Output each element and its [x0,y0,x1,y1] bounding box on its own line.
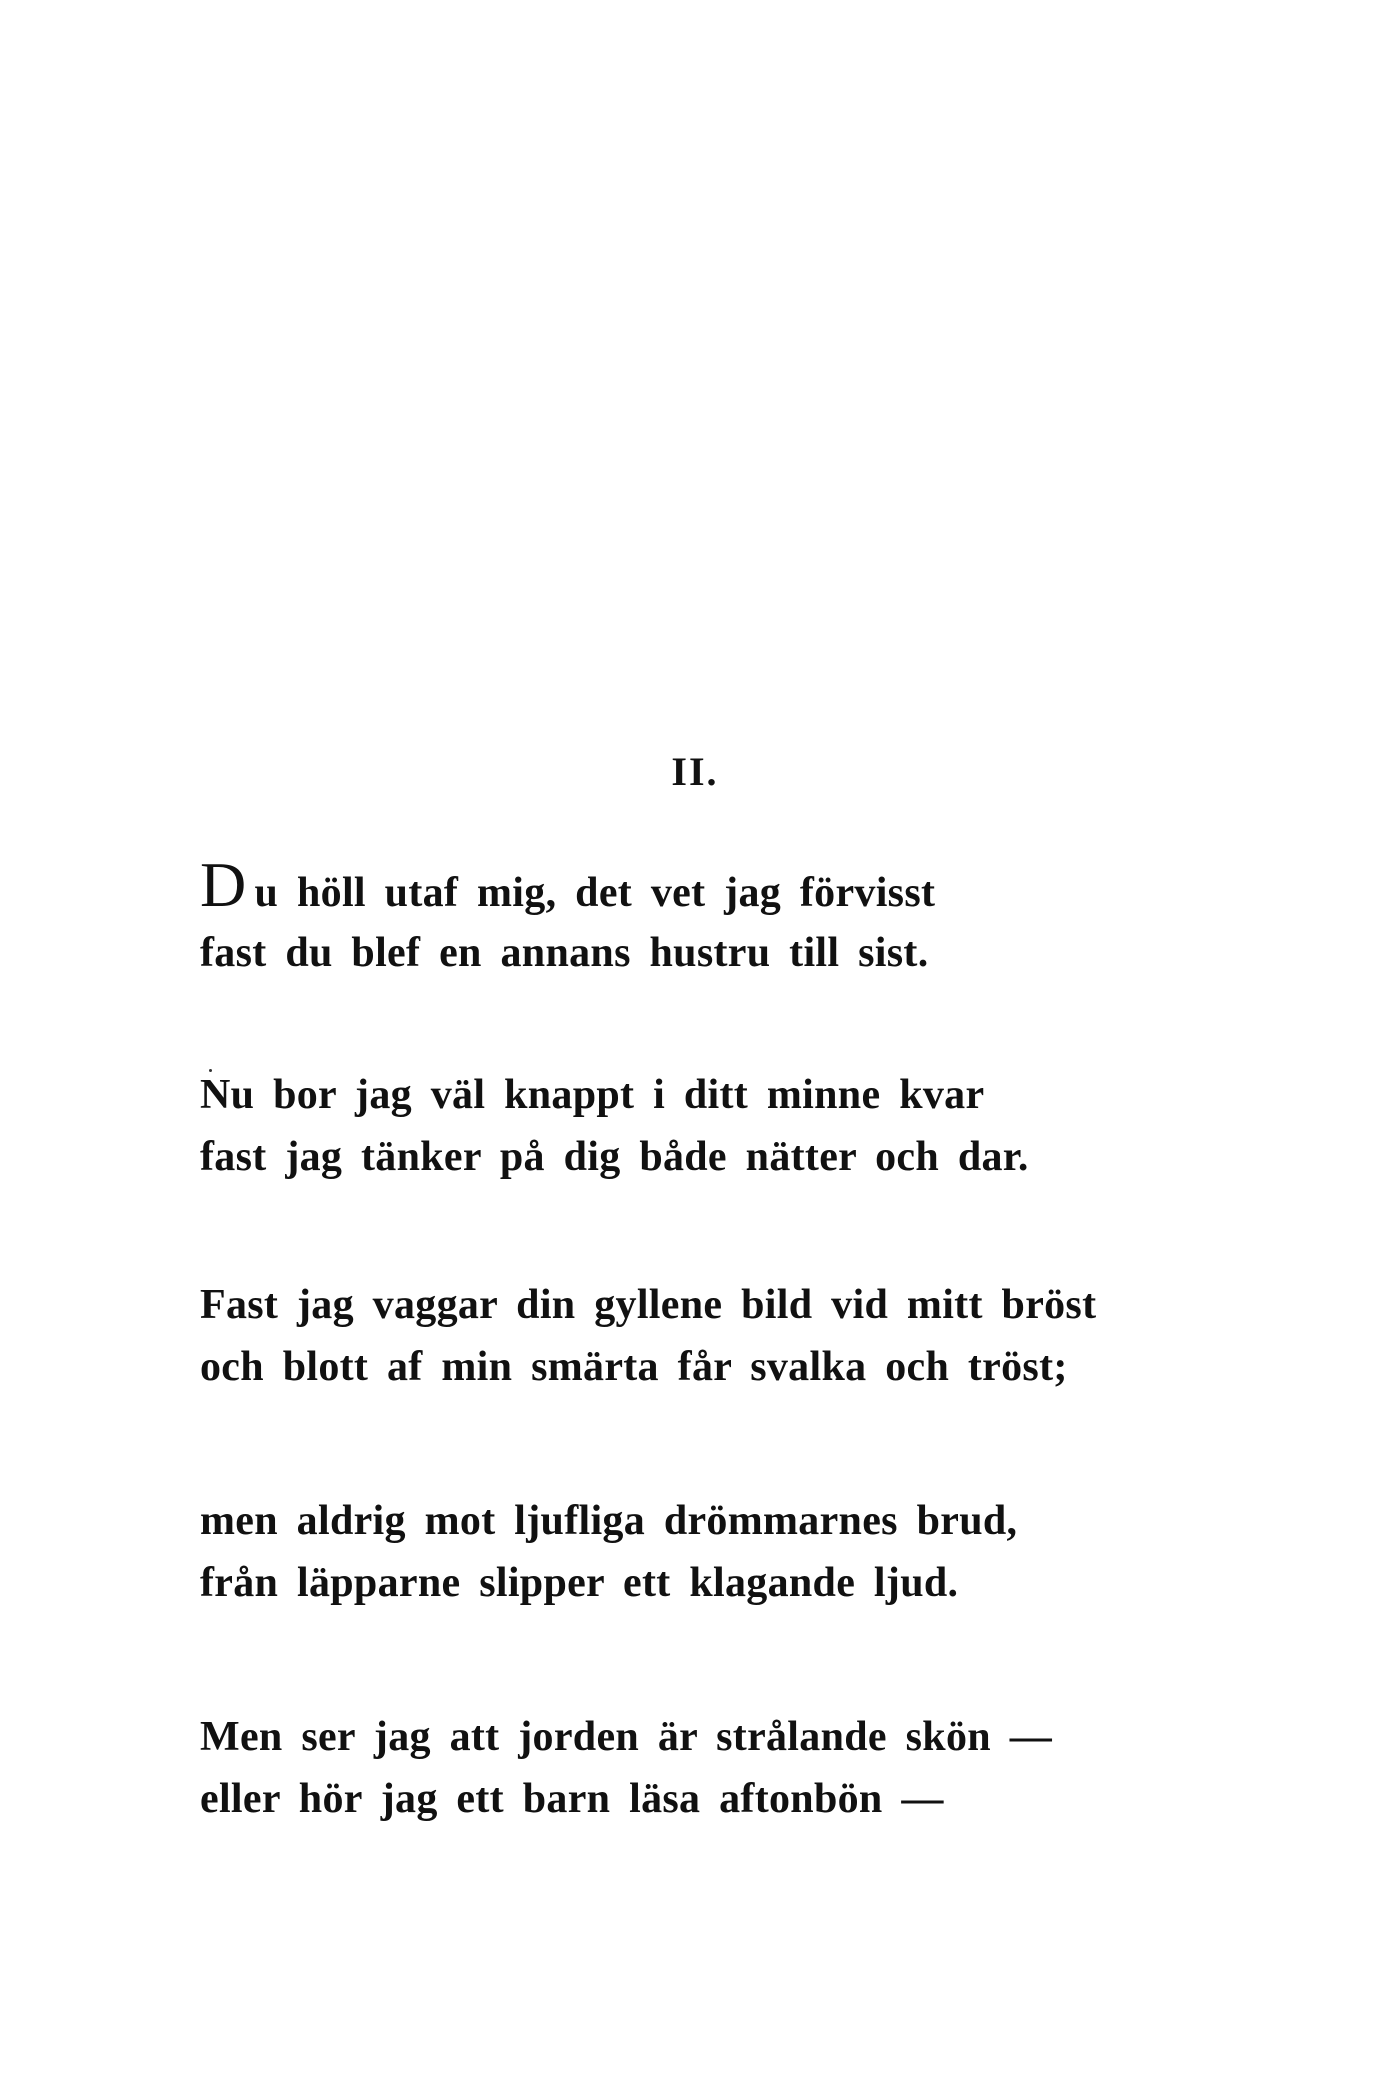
poem-line-10: eller hör jag ett barn läsa aftonbön — [200,1776,944,1822]
poem [200,849,1200,1910]
stanza-4 [200,1490,1200,1614]
poem-line-4: fast jag tänker på dig både nätter och dar. [200,1134,1029,1180]
stanza-3 [200,1274,1200,1398]
poem-line-5: Fast jag vaggar din gyllene bild vid mitt bröst [200,1282,1097,1328]
poem-line-2: fast du blef en annans hustru till sist. [200,930,929,976]
poem-line-9: Men ser jag att jorden är strålande skön — [200,1714,1052,1760]
poem-line-8: från läpparne slipper ett klagande ljud. [200,1560,959,1606]
poem-line-3: Nu bor jag väl knappt i ditt minne kvar [200,1072,985,1118]
poem-line-1-text: u höll utaf mig, det vet jag förvisst [254,870,936,916]
stanza-1 [200,849,1200,984]
poem-line-7: men aldrig mot ljufliga drömmarnes brud, [200,1498,1018,1544]
poem-line-1 [200,849,1200,922]
poem-line-6: och blott af min smärta får svalka och tröst; [200,1344,1068,1390]
stanza-2 [200,1064,1200,1188]
stanza-5 [200,1706,1200,1830]
drop-cap: D [200,849,247,920]
section-number: II. [671,749,719,794]
